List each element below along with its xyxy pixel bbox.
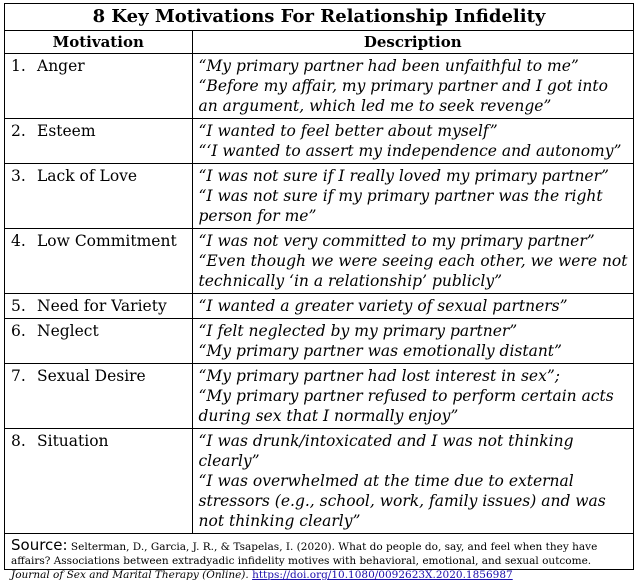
table-row [5, 119, 633, 164]
table-row [5, 164, 633, 229]
description-cell [192, 364, 633, 429]
description-quote: “I was not sure if my primary partner was the right person for me” [198, 187, 603, 225]
table-row [5, 429, 633, 534]
description-cell [192, 54, 633, 119]
description-quote: “I wanted to feel better about myself” [198, 122, 498, 140]
motivation-cell [5, 54, 192, 119]
motivation-number: 3. [11, 167, 26, 185]
table-row [5, 229, 633, 294]
source-text: Selterman, D., Garcia, J. R., & Tsapelas, I. (2020). What do people do, say, and feel when they have affairs? Associations between extradyadic infidelity motives with behavioral, emotional, and sexual outcome. [11, 541, 598, 567]
motivation-number: 4. [11, 232, 26, 250]
motivation-cell [5, 364, 192, 429]
description-cell [192, 294, 633, 319]
motivation-number: 6. [11, 322, 26, 340]
description-quote: “I wanted a greater variety of sexual partners” [198, 297, 568, 315]
motivation-label: Esteem [37, 122, 96, 140]
motivation-label: Neglect [37, 322, 99, 340]
description-column-header: Description [192, 31, 633, 54]
description-quote: “My primary partner had lost interest in sex”; [198, 367, 560, 385]
description-cell [192, 164, 633, 229]
motivation-number: 8. [11, 432, 26, 450]
description-quote: “Even though we were seeing each other, we were not technically ‘in a relationship’ publicly” [198, 252, 628, 290]
description-quote: “My primary partner had been unfaithful to me” [198, 57, 579, 75]
description-quote: “I was overwhelmed at the time due to external stressors (e.g., school, work, family issues) and was not thinking clearly” [198, 472, 606, 530]
motivation-label: Low Commitment [37, 232, 177, 250]
motivation-label: Anger [37, 57, 85, 75]
description-quote: “I was not very committed to my primary partner” [198, 232, 595, 250]
description-quote: “Before my affair, my primary partner and I got into an argument, which led me to seek revenge” [198, 77, 608, 115]
table-row [5, 54, 633, 119]
header-row [5, 31, 633, 54]
description-quote: “I felt neglected by my primary partner” [198, 322, 518, 340]
motivation-number: 5. [11, 297, 26, 315]
table-row [5, 319, 633, 364]
motivation-column-header: Motivation [5, 31, 192, 54]
motivation-cell [5, 164, 192, 229]
motivation-number: 2. [11, 122, 26, 140]
description-cell [192, 119, 633, 164]
motivation-cell [5, 429, 192, 534]
description-cell [192, 429, 633, 534]
motivations-table [5, 31, 633, 534]
description-quote: “My primary partner refused to perform certain acts during sex that I normally enjoy” [198, 387, 614, 425]
table-row [5, 294, 633, 319]
motivation-cell [5, 294, 192, 319]
source-label: Source: [11, 536, 68, 554]
description-cell [192, 229, 633, 294]
description-quote: “My primary partner was emotionally distant” [198, 342, 562, 360]
motivation-label: Situation [37, 432, 109, 450]
description-quote: “I was not sure if I really loved my primary partner” [198, 167, 609, 185]
motivation-cell [5, 229, 192, 294]
table-title: 8 Key Motivations For Relationship Infidelity [5, 4, 633, 31]
description-quote: “‘I wanted to assert my independence and autonomy” [198, 142, 622, 160]
motivation-label: Need for Variety [37, 297, 167, 315]
infidelity-table-card [4, 3, 634, 581]
motivation-cell [5, 319, 192, 364]
motivation-label: Lack of Love [37, 167, 138, 185]
motivation-number: 1. [11, 57, 26, 75]
table-row [5, 364, 633, 429]
description-cell [192, 319, 633, 364]
motivation-label: Sexual Desire [37, 367, 146, 385]
motivation-number: 7. [11, 367, 26, 385]
doi-link[interactable]: https://doi.org/10.1080/0092623X.2020.1856987 [252, 569, 513, 581]
motivation-cell [5, 119, 192, 164]
description-quote: “I was drunk/intoxicated and I was not thinking clearly” [198, 432, 574, 470]
source-journal: Journal of Sex and Marital Therapy (Online). [11, 569, 249, 581]
